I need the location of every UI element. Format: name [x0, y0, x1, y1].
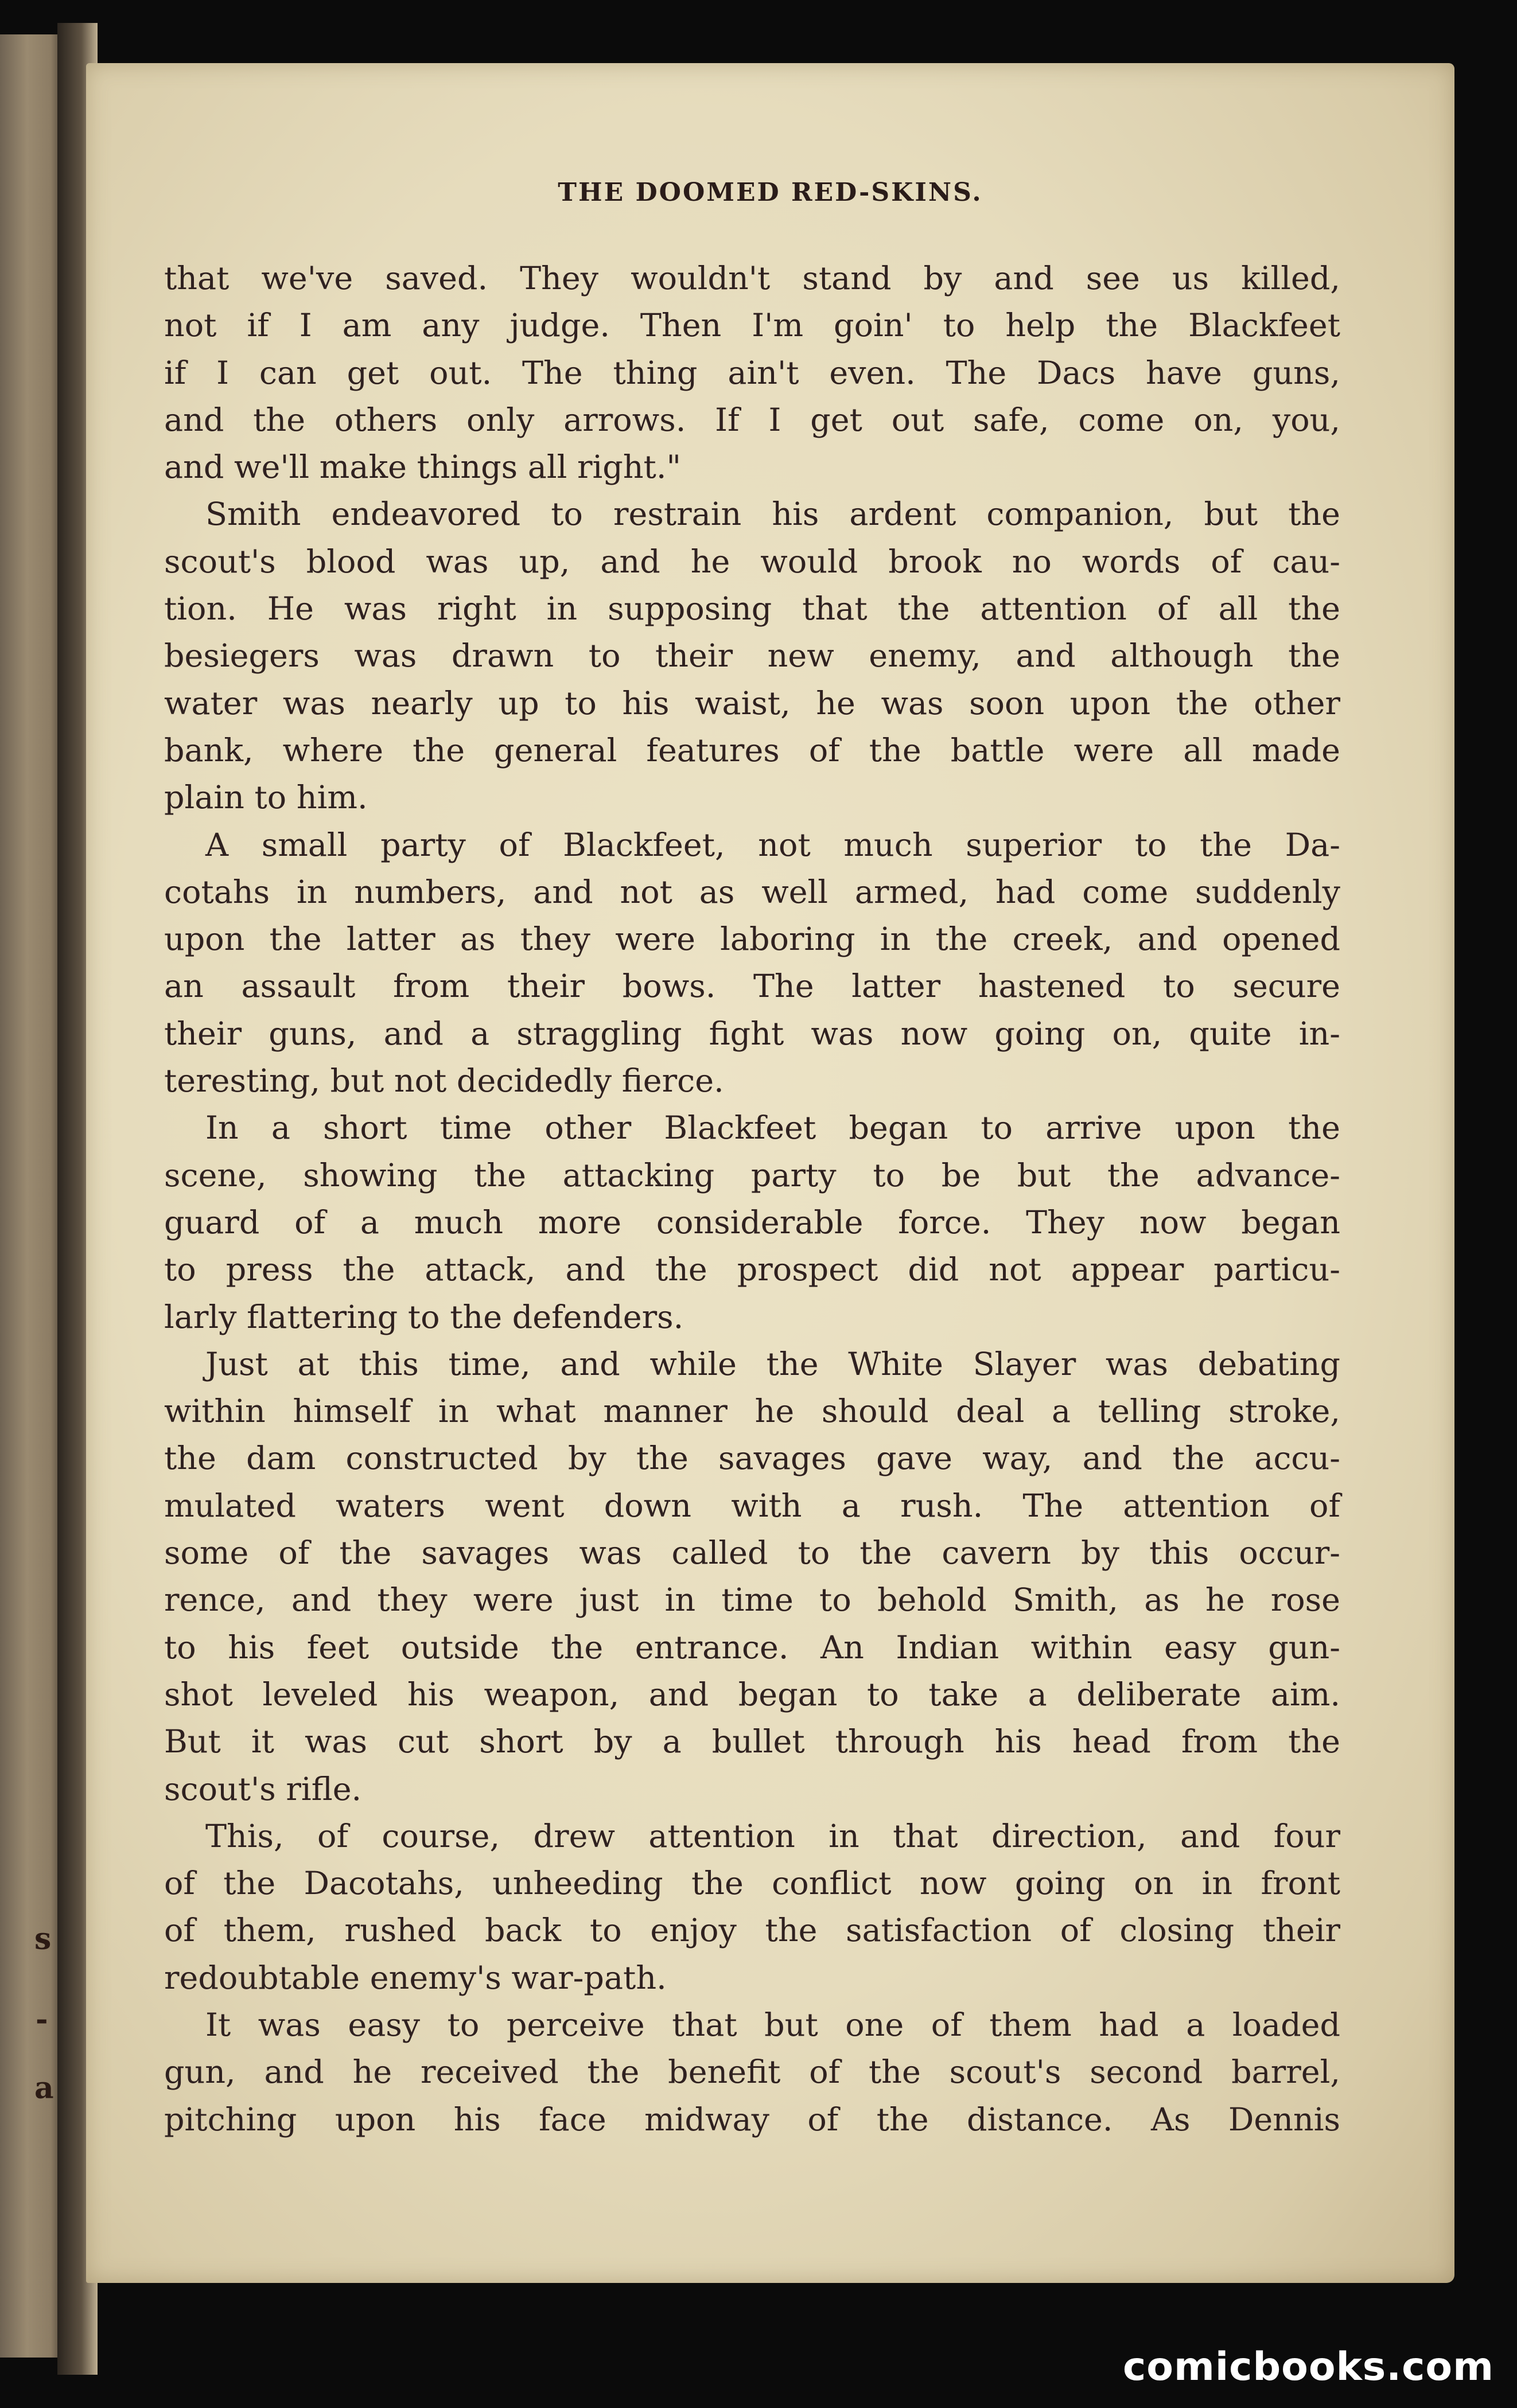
text-line: the dam constructed by the savages gave way, and the accu- [164, 1440, 1340, 1478]
text-line: besiegers was drawn to their new enemy, and although the [164, 637, 1340, 675]
text-line: and we'll make things all right." [164, 449, 682, 486]
text-line: rence, and they were just in time to behold Smith, as he rose [164, 1581, 1340, 1619]
text-line: In a short time other Blackfeet began to arrive upon the [205, 1109, 1340, 1147]
text-line: pitching upon his face midway of the distance. As Dennis [164, 2101, 1340, 2138]
left-page-fragment: - [36, 2002, 48, 2037]
text-line: But it was cut short by a bullet through his head from the [164, 1723, 1340, 1761]
book-page [86, 63, 1454, 2283]
text-line: to his feet outside the entrance. An Indian within easy gun- [164, 1628, 1340, 1666]
text-line: an assault from their bows. The latter hastened to secure [164, 968, 1340, 1006]
text-line: to press the attack, and the prospect did not appear particu- [164, 1251, 1340, 1289]
text-line: if I can get out. The thing ain't even. The Dacs have guns, [164, 354, 1340, 392]
text-line: water was nearly up to his waist, he was soon upon the other [164, 684, 1340, 722]
text-line: This, of course, drew attention in that direction, and four [205, 1817, 1340, 1855]
text-line: guard of a much more considerable force. They now began [164, 1203, 1340, 1241]
left-page-fragment: a [34, 2071, 54, 2106]
text-line: cotahs in numbers, and not as well armed, had come suddenly [164, 873, 1340, 911]
text-line: tion. He was right in supposing that the attention of all the [164, 590, 1340, 628]
text-line: within himself in what manner he should deal a telling stroke, [164, 1393, 1340, 1431]
text-line: larly flattering to the defenders. [164, 1298, 684, 1336]
text-line: It was easy to perceive that but one of them had a loaded [205, 2006, 1340, 2044]
text-line: of them, rushed back to enjoy the satisfaction of closing their [164, 1912, 1340, 1950]
text-line: scout's rifle. [164, 1770, 362, 1808]
text-line: gun, and he received the benefit of the scout's second barrel, [164, 2054, 1340, 2091]
text-line: some of the savages was called to the cavern by this occur- [164, 1534, 1340, 1572]
text-line: scene, showing the attacking party to be but the advance- [164, 1156, 1340, 1194]
text-line: upon the latter as they were laboring in the creek, and opened [164, 921, 1340, 958]
text-line: Smith endeavored to restrain his ardent companion, but the [205, 496, 1340, 533]
text-line: and the others only arrows. If I get out safe, come on, you, [164, 401, 1340, 439]
text-line: teresting, but not decidedly fierce. [164, 1062, 724, 1100]
left-page-fragment: s [34, 1922, 52, 1957]
text-line: shot leveled his weapon, and began to take a deliberate aim. [164, 1676, 1340, 1713]
text-line: plain to him. [164, 779, 368, 817]
text-line: their guns, and a straggling fight was now going on, quite in- [164, 1015, 1340, 1053]
site-watermark: comicbooks.com [1122, 2344, 1494, 2390]
text-line: mulated waters went down with a rush. The attention of [164, 1487, 1340, 1525]
text-line: that we've saved. They wouldn't stand by and see us killed, [164, 260, 1340, 297]
text-line: scout's blood was up, and he would brook no words of cau- [164, 543, 1340, 580]
text-line: of the Dacotahs, unheeding the conflict now going on in front [164, 1865, 1340, 1903]
running-head: THE DOOMED RED-SKINS. [558, 178, 983, 207]
text-line: redoubtable enemy's war-path. [164, 1959, 667, 1997]
text-line: A small party of Blackfeet, not much superior to the Da- [205, 826, 1340, 864]
text-line: bank, where the general features of the battle were all made [164, 731, 1340, 769]
text-line: not if I am any judge. Then I'm goin' to help the Blackfeet [164, 307, 1340, 345]
page-body-text [164, 255, 1340, 2144]
text-line: Just at this time, and while the White Slayer was debating [205, 1345, 1340, 1383]
